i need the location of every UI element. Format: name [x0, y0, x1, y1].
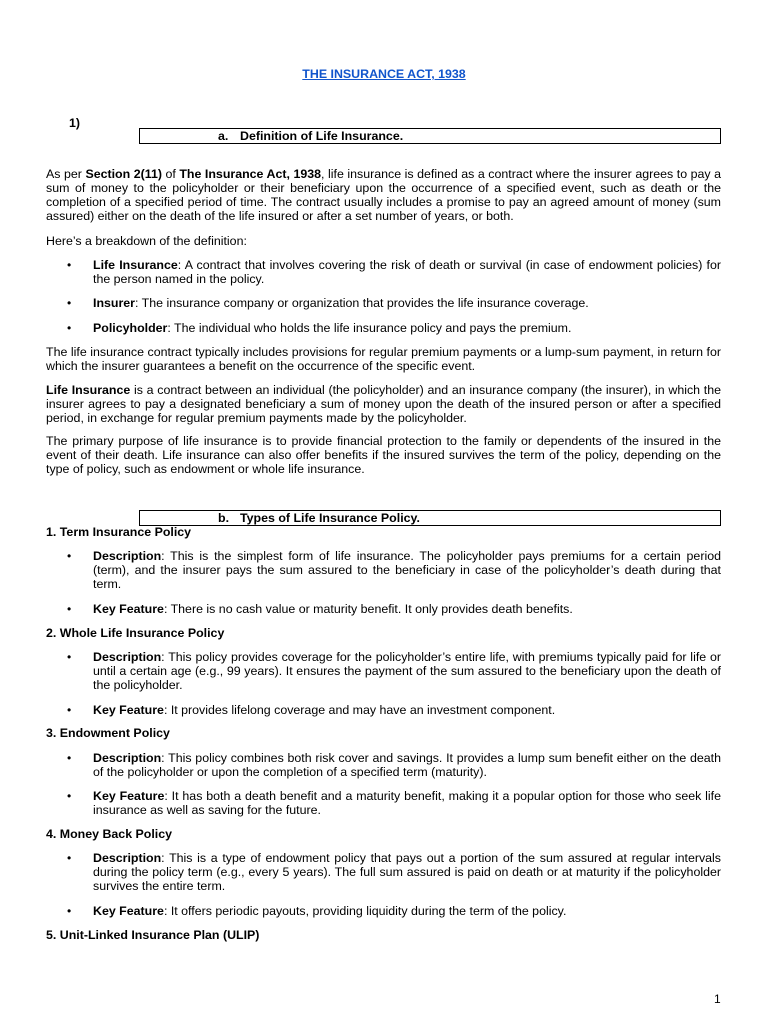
section-b-label: b.	[218, 511, 230, 525]
bullet-text	[93, 321, 721, 335]
intro-prefix: As per	[46, 167, 86, 181]
bullet-term: Policyholder	[93, 321, 168, 335]
bullet-icon: •	[67, 602, 72, 616]
bullet-text	[93, 904, 721, 918]
intro-rest: , life insurance is defined as a contract where the insurer agrees to pay a sum of money to the policyholder or their beneficiary upon the occurrence of a specified event, such as death or the completion of a specified period of time. The contract usually includes a promise to pay an agreed amount of money (sum assured) either on the death of the life insured or after a set number of years, or both.	[46, 167, 722, 223]
intro-paragraph	[46, 167, 721, 223]
policy-type-heading: 5. Unit-Linked Insurance Plan (ULIP)	[46, 928, 260, 942]
description-body: : This policy combines both risk cover and savings. It provides a lump sum benefit either on the death of the policyholder or upon the completion of a specified term (maturity).	[93, 751, 721, 779]
contract-paragraph: The life insurance contract typically includes provisions for regular premium payments or a lump-sum payment, in return for which the insurer guarantees a benefit on the occurrence of the specific event.	[46, 345, 721, 373]
bullet-icon: •	[67, 851, 72, 865]
description-term: Description	[93, 751, 162, 765]
life-insurance-paragraph	[46, 383, 721, 425]
bullet-text	[93, 296, 721, 310]
intro-mid: of	[161, 167, 180, 181]
bullet-icon: •	[67, 703, 72, 717]
description-term: Description	[93, 851, 162, 865]
bullet-term: Insurer	[93, 296, 136, 310]
key-feature-body: : There is no cash value or maturity benefit. It only provides death benefits.	[163, 602, 573, 616]
key-feature-term: Key Feature	[93, 602, 164, 616]
bullet-icon: •	[67, 258, 72, 272]
bullet-text	[93, 549, 721, 591]
bullet-text	[93, 258, 721, 286]
bullet-icon: •	[67, 321, 72, 335]
key-feature-body: : It offers periodic payouts, providing liquidity during the term of the policy.	[163, 904, 567, 918]
description-body: : This policy provides coverage for the policyholder’s entire life, with premiums typically paid for life or until a certain age (e.g., 99 years). It ensures the payment of the sum assured to the beneficiary upon the death of the policyholder.	[93, 650, 721, 692]
bullet-body: : The individual who holds the life insurance policy and pays the premium.	[167, 321, 572, 335]
section-a-title: Definition of Life Insurance.	[240, 129, 404, 143]
key-feature-term: Key Feature	[93, 789, 165, 803]
key-feature-body: : It provides lifelong coverage and may have an investment component.	[163, 703, 556, 717]
bullet-text	[93, 851, 721, 893]
bullet-icon: •	[67, 789, 72, 803]
section-number: 1)	[69, 116, 81, 130]
bullet-text	[93, 650, 721, 692]
section-a-label: a.	[218, 129, 229, 143]
bullet-text	[93, 751, 721, 779]
description-term: Description	[93, 549, 162, 563]
bullet-icon: •	[67, 650, 72, 664]
key-feature-term: Key Feature	[93, 703, 164, 717]
section-b-title: Types of Life Insurance Policy.	[240, 511, 420, 525]
policy-type-heading: 1. Term Insurance Policy	[46, 525, 192, 539]
bullet-icon: •	[67, 904, 72, 918]
page-number: 1	[714, 992, 721, 1006]
key-feature-body: : It has both a death benefit and a maturity benefit, making it a popular option for those who seek life insurance as well as saving for the future.	[93, 789, 722, 817]
bullet-icon: •	[67, 296, 72, 310]
description-body: : This is the simplest form of life insurance. The policyholder pays premiums for a certain period (term), and the insurer pays the sum assured to the beneficiary in case of the policyholder’s death during that term.	[93, 549, 721, 591]
bullet-icon: •	[67, 751, 72, 765]
description-term: Description	[93, 650, 162, 664]
policy-type-heading: 4. Money Back Policy	[46, 827, 173, 841]
intro-section-ref: Section 2(11)	[85, 167, 162, 181]
bullet-text	[93, 602, 721, 616]
section-a-heading-box	[139, 128, 721, 144]
policy-type-heading: 3. Endowment Policy	[46, 726, 170, 740]
intro-act-ref: The Insurance Act, 1938	[179, 167, 322, 181]
purpose-paragraph: The primary purpose of life insurance is to provide financial protection to the family or dependents of the insured in the event of their death. Life insurance can also offer benefits if the insured survives the term of the policy, depending on the type of policy, such as endowment or whole life insurance.	[46, 434, 721, 476]
bullet-text	[93, 789, 721, 817]
description-body: : This is a type of endowment policy that pays out a portion of the sum assured at regular intervals during the policy term (e.g., every 5 years). The full sum assured is paid on death or at maturity if the policyholder survives the entire term.	[93, 851, 721, 893]
bullet-text	[93, 703, 721, 717]
bullet-body: : A contract that involves covering the risk of death or survival (in case of endowment policies) for the person named in the policy.	[93, 258, 721, 286]
policy-type-heading: 2. Whole Life Insurance Policy	[46, 626, 225, 640]
breakdown-paragraph: Here’s a breakdown of the definition:	[46, 234, 247, 248]
life-insurance-text: is a contract between an individual (the policyholder) and an insurance company (the insurer), in which the insurer agrees to pay a designated beneficiary a sum of money upon the death of the insured person or after a specified period, in exchange for regular premium payments made by the policyholder.	[46, 383, 721, 425]
document-title[interactable]: THE INSURANCE ACT, 1938	[302, 67, 466, 81]
section-b-heading-box	[139, 510, 721, 526]
life-insurance-term: Life Insurance	[46, 383, 131, 397]
bullet-icon: •	[67, 549, 72, 563]
bullet-term: Life Insurance	[93, 258, 178, 272]
bullet-body: : The insurance company or organization that provides the life insurance coverage.	[135, 296, 589, 310]
key-feature-term: Key Feature	[93, 904, 164, 918]
